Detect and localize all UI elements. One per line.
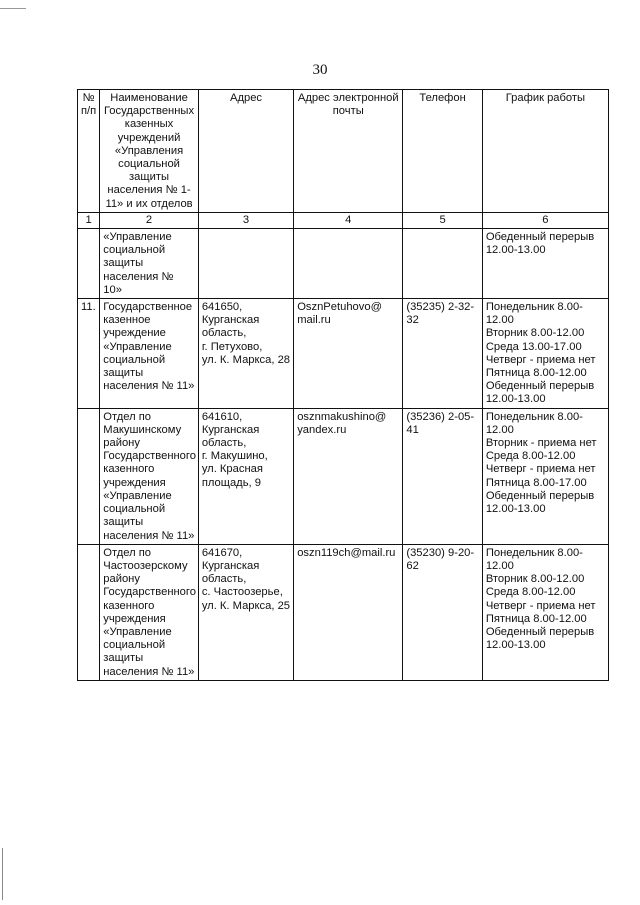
institution-email: [294, 229, 403, 299]
institution-name-line: району: [103, 573, 140, 586]
work-schedule-line: Обеденный перерыв: [485, 380, 595, 393]
work-schedule-line: Среда 13.00-17.00: [485, 340, 582, 353]
institution-name-line: Макушинскому: [103, 423, 182, 436]
header-schedule: График работы: [482, 90, 608, 213]
institution-address-line: площадь, 9: [201, 476, 261, 489]
institution-email: oszn119ch@mail.ru: [294, 544, 403, 680]
column-number: 3: [198, 212, 293, 228]
institution-phone: (35230) 9-20-62: [403, 544, 482, 680]
institution-address-line: ул. Красная: [201, 463, 263, 476]
institution-name-line: населения № 11»: [103, 380, 195, 393]
work-schedule-line: Вторник 8.00-12.00: [485, 327, 585, 340]
institution-address-line: 641650,: [201, 301, 243, 314]
institution-address-line: г. Макушино,: [201, 450, 268, 463]
institution-name-line: защиты: [103, 652, 144, 665]
institution-phone: [403, 229, 482, 299]
work-schedule-line: Обеденный перерыв: [485, 231, 595, 244]
institution-name-line: населения № 11»: [103, 665, 195, 678]
institution-address-line: ул. К. Маркса, 28: [201, 353, 291, 366]
work-schedule-line: 12.00: [485, 559, 514, 572]
row-number: 11.: [78, 299, 100, 409]
institution-address: [198, 299, 293, 409]
work-schedule-line: Пятница 8.00-17.00: [485, 476, 587, 489]
institution-address: [198, 408, 293, 544]
scan-edge-mark: [0, 8, 26, 9]
institution-address-line: г. Петухово,: [201, 340, 263, 353]
institution-address-line: 641670,: [201, 546, 243, 559]
institution-name-line: «Управление: [103, 231, 172, 244]
column-number: 4: [294, 212, 403, 228]
institution-name: [100, 229, 199, 299]
work-schedule-line: 12.00-13.00: [485, 244, 546, 257]
institution-name-line: защиты: [103, 516, 144, 529]
work-schedule-line: Вторник - приема нет: [485, 437, 597, 450]
institution-name-line: социальной: [103, 503, 166, 516]
work-schedule-line: Вторник 8.00-12.00: [485, 573, 585, 586]
institution-name-line: Отдел по: [103, 546, 151, 559]
social-protection-table: [77, 89, 609, 681]
work-schedule-line: 12.00-13.00: [485, 393, 546, 406]
work-schedule-line: 12.00: [485, 423, 514, 436]
institution-name-line: защиты: [103, 257, 144, 270]
table-row: [78, 229, 609, 299]
header-name: Наименование Государственных казенных учреждений «Управления социальной защиты населения № 1-11» и их отделов: [100, 90, 199, 213]
table-body: [78, 212, 609, 680]
institution-name-line: казенное: [103, 314, 151, 327]
institution-email: OsznPetuhovo@ mail.ru: [294, 299, 403, 409]
row-number: [78, 408, 100, 544]
work-schedule-line: Пятница 8.00-12.00: [485, 612, 587, 625]
institution-name-line: учреждения: [103, 476, 166, 489]
scan-margin-mark: [2, 848, 3, 900]
work-schedule: [482, 544, 608, 680]
institution-name-line: социальной: [103, 353, 166, 366]
work-schedule-line: Понедельник 8.00-: [485, 301, 583, 314]
work-schedule-line: Среда 8.00-12.00: [485, 586, 576, 599]
work-schedule: [482, 408, 608, 544]
work-schedule-line: Пятница 8.00-12.00: [485, 367, 587, 380]
institution-address-line: Курганская: [201, 559, 260, 572]
table-row: [78, 408, 609, 544]
institution-name-line: Государственного: [103, 586, 196, 599]
institution-address-line: с. Частоозерье,: [201, 586, 283, 599]
header-number: № п/п: [78, 90, 100, 213]
institution-name-line: казенного: [103, 463, 155, 476]
institution-address-line: область,: [201, 437, 247, 450]
institution-address-line: Курганская: [201, 314, 260, 327]
work-schedule-line: 12.00-13.00: [485, 639, 546, 652]
work-schedule-line: Обеденный перерыв: [485, 489, 595, 502]
institution-name: [100, 408, 199, 544]
institution-name-line: защиты: [103, 367, 144, 380]
work-schedule-line: 12.00: [485, 314, 514, 327]
institution-address-line: область,: [201, 327, 247, 340]
institution-name-line: району: [103, 437, 140, 450]
institution-address-line: 641610,: [201, 410, 243, 423]
institution-name: [100, 299, 199, 409]
institution-name-line: учреждение: [103, 327, 166, 340]
institution-name-line: Отдел по: [103, 410, 151, 423]
institution-name-line: учреждения: [103, 612, 166, 625]
institution-name-line: социальной: [103, 244, 166, 257]
work-schedule-line: Понедельник 8.00-: [485, 410, 583, 423]
institution-name-line: населения № 11»: [103, 529, 195, 542]
work-schedule-line: Среда 8.00-12.00: [485, 450, 576, 463]
work-schedule-line: Понедельник 8.00-: [485, 546, 583, 559]
institution-name-line: Государственное: [103, 301, 193, 314]
institution-address: [198, 544, 293, 680]
institution-address-line: область,: [201, 573, 247, 586]
work-schedule-line: 12.00-13.00: [485, 503, 546, 516]
column-number-row: [78, 212, 609, 228]
institution-name-line: казенного: [103, 599, 155, 612]
table-row: [78, 299, 609, 409]
work-schedule-line: Четверг - приема нет: [485, 463, 596, 476]
institution-name-line: «Управление: [103, 625, 172, 638]
work-schedule: [482, 299, 608, 409]
header-email: Адрес электронной почты: [294, 90, 403, 213]
institution-address-line: Курганская: [201, 423, 260, 436]
column-number: 6: [482, 212, 608, 228]
institution-name-line: «Управление: [103, 489, 172, 502]
institution-email: osznmakushino@ yandex.ru: [294, 408, 403, 544]
work-schedule-line: Обеденный перерыв: [485, 625, 595, 638]
column-number: 5: [403, 212, 482, 228]
table-header-row: [78, 90, 609, 213]
work-schedule: [482, 229, 608, 299]
institution-name-line: «Управление: [103, 340, 172, 353]
institution-name: [100, 544, 199, 680]
row-number: [78, 229, 100, 299]
institution-phone: (35235) 2-32-32: [403, 299, 482, 409]
institution-address-line: ул. К. Маркса, 25: [201, 599, 291, 612]
page-number: 30: [312, 62, 328, 78]
work-schedule-line: Четверг - приема нет: [485, 353, 596, 366]
institution-address: [198, 229, 293, 299]
table-row: [78, 544, 609, 680]
institution-name-line: Частоозерскому: [103, 559, 188, 572]
institution-phone: (35236) 2-05-41: [403, 408, 482, 544]
header-phone: Телефон: [403, 90, 482, 213]
column-number: 2: [100, 212, 199, 228]
column-number: 1: [78, 212, 100, 228]
header-address: Адрес: [198, 90, 293, 213]
work-schedule-line: Четверг - приема нет: [485, 599, 596, 612]
institution-name-line: социальной: [103, 639, 166, 652]
institution-name-line: Государственного: [103, 450, 196, 463]
row-number: [78, 544, 100, 680]
institution-name-line: населения № 10»: [103, 270, 174, 296]
